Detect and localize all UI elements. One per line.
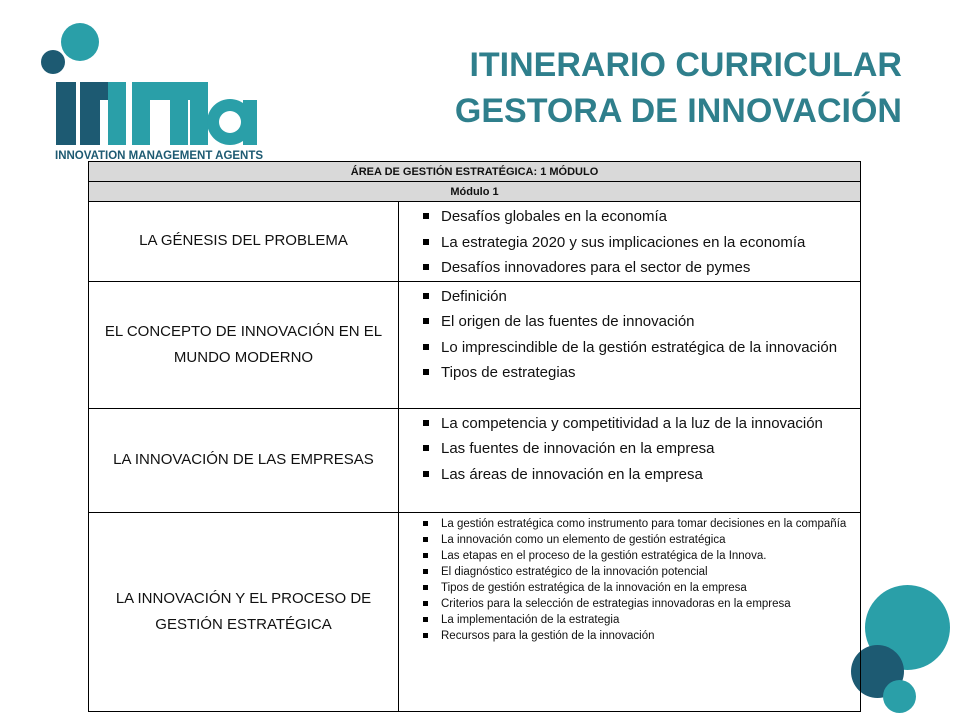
topic-cell: EL CONCEPTO DE INNOVACIÓN EN EL MUNDO MODERNO bbox=[89, 281, 399, 408]
list-item: El origen de las fuentes de innovación bbox=[423, 309, 854, 335]
topic-cell: LA GÉNESIS DEL PROBLEMA bbox=[89, 202, 399, 282]
list-item: Recursos para la gestión de la innovación bbox=[423, 628, 854, 644]
list-item: Las áreas de innovación en la empresa bbox=[423, 462, 854, 488]
list-item: Desafíos globales en la economía bbox=[423, 204, 854, 230]
module-header: Módulo 1 bbox=[89, 182, 861, 202]
inma-logo bbox=[38, 20, 268, 165]
decor-circle-small bbox=[883, 680, 916, 713]
items-cell bbox=[399, 281, 861, 408]
table-row bbox=[89, 202, 861, 282]
topic-cell: LA INNOVACIÓN DE LAS EMPRESAS bbox=[89, 408, 399, 512]
list-item: El diagnóstico estratégico de la innovación potencial bbox=[423, 564, 854, 580]
logo-tagline: INNOVATION MANAGEMENT AGENTS bbox=[55, 150, 264, 162]
page-title bbox=[455, 42, 902, 134]
items-cell bbox=[399, 408, 861, 512]
curriculum-table bbox=[88, 161, 861, 712]
list-item: Las fuentes de innovación en la empresa bbox=[423, 436, 854, 462]
list-item: La implementación de la estrategia bbox=[423, 612, 854, 628]
table-row bbox=[89, 408, 861, 512]
list-item: Las etapas en el proceso de la gestión estratégica de la Innova. bbox=[423, 548, 854, 564]
list-item: La innovación como un elemento de gestión estratégica bbox=[423, 532, 854, 548]
title-line-2: GESTORA DE INNOVACIÓN bbox=[454, 92, 902, 130]
table-row bbox=[89, 512, 861, 711]
items-cell bbox=[399, 512, 861, 711]
list-item: Desafíos innovadores para el sector de pymes bbox=[423, 255, 854, 281]
table-row bbox=[89, 281, 861, 408]
list-item: Tipos de estrategias bbox=[423, 360, 854, 386]
title-line-1: ITINERARIO CURRICULAR bbox=[469, 46, 902, 84]
list-item: La gestión estratégica como instrumento para tomar decisiones en la compañía bbox=[423, 516, 854, 532]
list-item: Tipos de gestión estratégica de la innovación en la empresa bbox=[423, 580, 854, 596]
list-item: Criterios para la selección de estrategias innovadoras en la empresa bbox=[423, 596, 854, 612]
topic-cell: LA INNOVACIÓN Y EL PROCESO DE GESTIÓN ESTRATÉGICA bbox=[89, 512, 399, 711]
area-header: ÁREA DE GESTIÓN ESTRATÉGICA: 1 MÓDULO bbox=[89, 162, 861, 182]
items-cell bbox=[399, 202, 861, 282]
list-item: La estrategia 2020 y sus implicaciones en la economía bbox=[423, 230, 854, 256]
list-item: La competencia y competitividad a la luz de la innovación bbox=[423, 411, 854, 437]
list-item: Definición bbox=[423, 284, 854, 310]
list-item: Lo imprescindible de la gestión estratégica de la innovación bbox=[423, 335, 854, 361]
